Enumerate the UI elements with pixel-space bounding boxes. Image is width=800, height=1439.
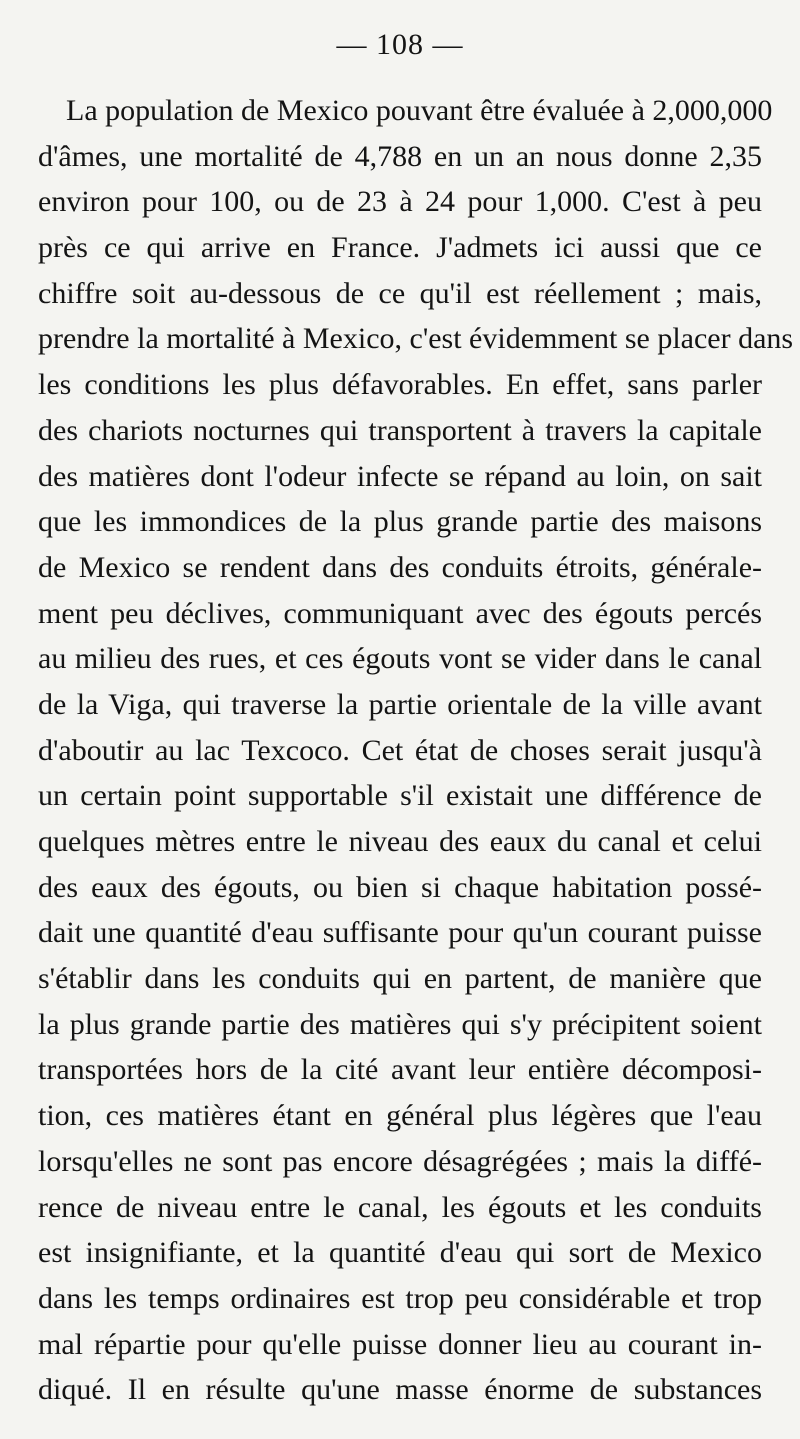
text-line: mal répartie pour qu'elle puisse donner lieu au courant in-	[38, 1327, 762, 1361]
text-line: ment peu déclives, communiquant avec des égouts percés	[38, 596, 762, 630]
text-line: prendre la mortalité à Mexico, c'est évidemment se placer dans	[38, 322, 794, 356]
text-line: La population de Mexico pouvant être évaluée à 2,000,000	[66, 94, 773, 127]
text-line: rence de niveau entre le canal, les égouts et les conduits	[38, 1190, 762, 1224]
text-line: tion, ces matières étant en général plus légères que l'eau	[38, 1099, 762, 1133]
text-line: la plus grande partie des matières qui s'y précipitent soient	[38, 1007, 762, 1041]
text-line: des eaux des égouts, ou bien si chaque habitation possé-	[38, 870, 762, 904]
body-text	[38, 88, 794, 1413]
text-line: quelques mètres entre le niveau des eaux du canal et celui	[38, 825, 762, 858]
text-line: des matières dont l'odeur infecte se répand au loin, on sait	[38, 459, 762, 493]
text-line: de la Viga, qui traverse la partie orientale de la ville avant	[38, 687, 762, 721]
text-line: de Mexico se rendent dans des conduits étroits, générale-	[38, 550, 762, 584]
text-line: au milieu des rues, et ces égouts vont se vider dans le canal	[38, 642, 762, 676]
text-line: près ce qui arrive en France. J'admets ici aussi que ce	[38, 231, 762, 265]
text-line: transportées hors de la cité avant leur entière décomposi-	[38, 1053, 762, 1087]
text-line: environ pour 100, ou de 23 à 24 pour 1,000. C'est à peu	[38, 185, 762, 219]
text-line: dans les temps ordinaires est trop peu considérable et trop	[38, 1281, 762, 1315]
text-line: d'âmes, une mortalité de 4,788 en un an nous donne 2,35	[38, 139, 762, 173]
text-line: que les immondices de la plus grande partie des maisons	[38, 505, 762, 539]
text-line: est insignifiante, et la quantité d'eau qui sort de Mexico	[38, 1236, 762, 1270]
page-number: — 108 —	[336, 28, 464, 61]
text-line: des chariots nocturnes qui transportent à travers la capitale	[38, 413, 762, 447]
text-line: diqué. Il en résulte qu'une masse énorme de substances	[38, 1373, 762, 1407]
text-line: d'aboutir au lac Texcoco. Cet état de choses serait jusqu'à	[38, 733, 762, 767]
text-line: dait une quantité d'eau suffisante pour qu'un courant puisse	[38, 916, 762, 950]
text-line: lorsqu'elles ne sont pas encore désagrégées ; mais la diffé-	[38, 1144, 762, 1178]
text-line: chiffre soit au-dessous de ce qu'il est réellement ; mais,	[38, 276, 762, 310]
text-line: un certain point supportable s'il existait une différence de	[38, 779, 762, 813]
text-line: les conditions les plus défavorables. En effet, sans parler	[38, 368, 762, 402]
text-line: s'établir dans les conduits qui en partent, de manière que	[38, 962, 762, 996]
